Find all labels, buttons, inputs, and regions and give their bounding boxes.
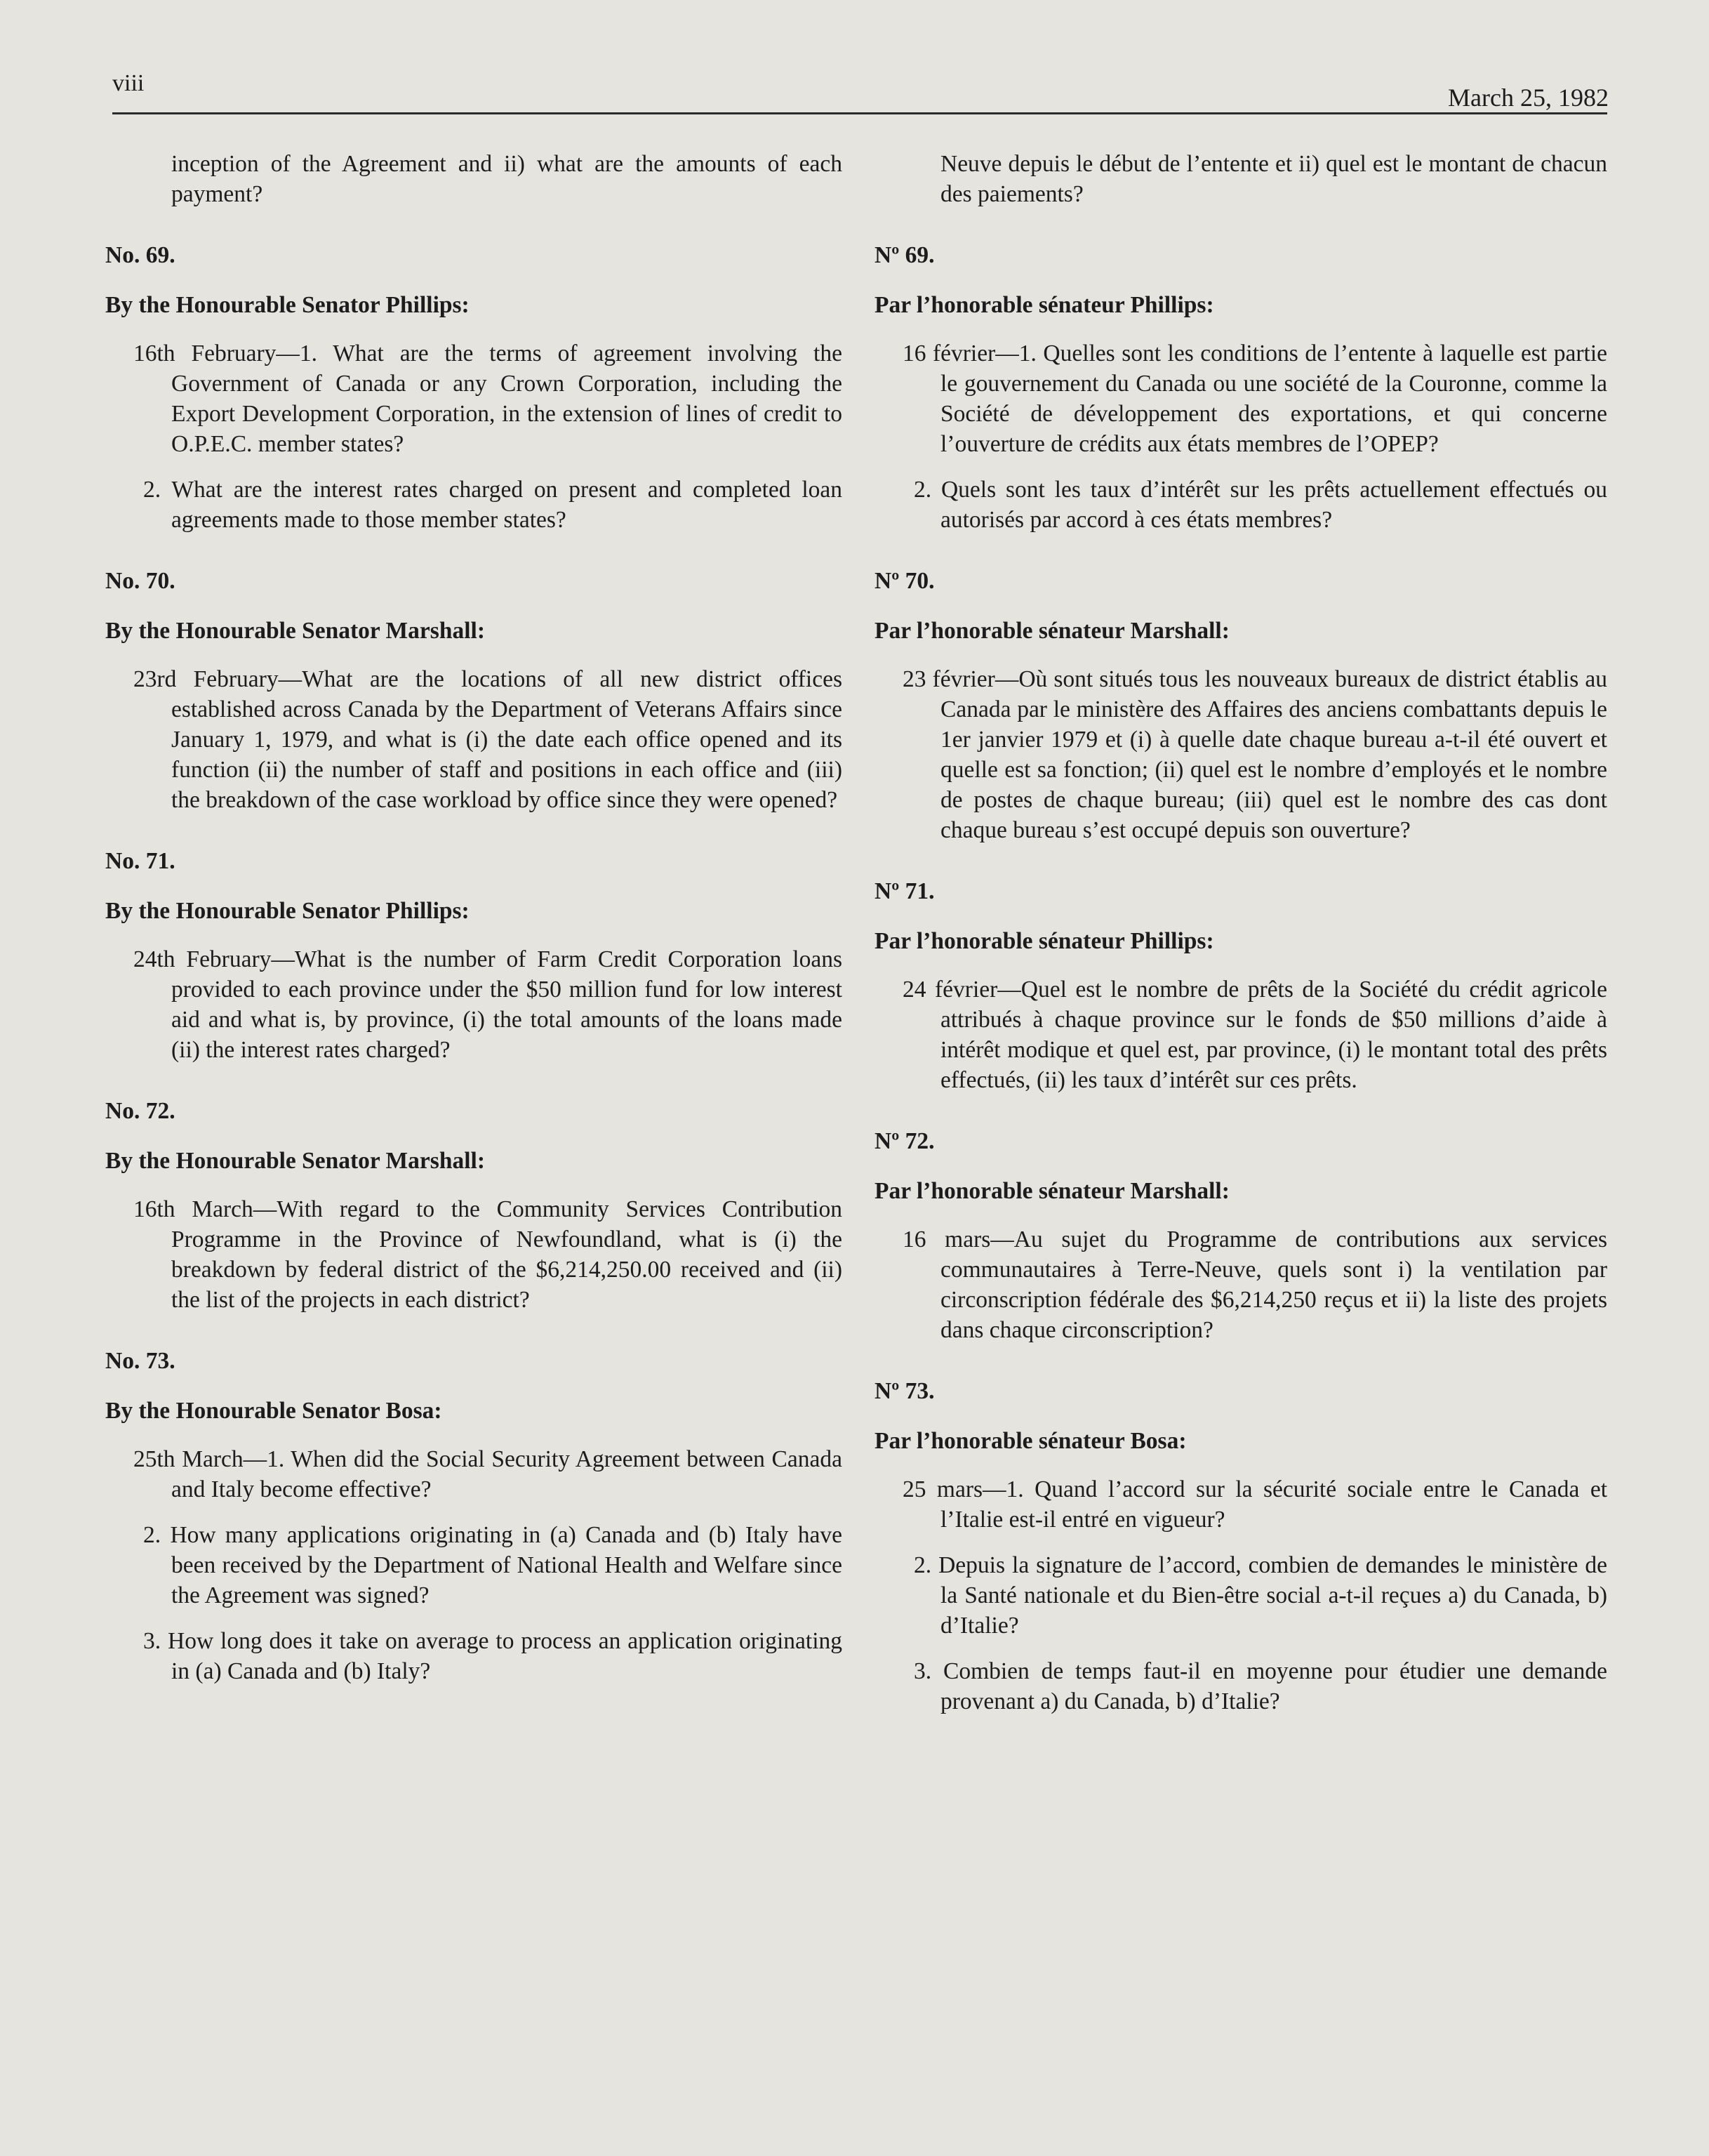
question-author: Par l’honorable sénateur Phillips:: [875, 928, 1214, 954]
question-author: By the Honourable Senator Bosa:: [105, 1398, 442, 1424]
question-text: 16th February—1. What are the terms of agreement involving the Government of Canada or any Crown Corporation, including the Export Development Corporation, in the extension of lines of credit to O.P.E.C. member states?: [133, 340, 842, 457]
question-author: By the Honourable Senator Phillips:: [105, 292, 470, 318]
french-column: [875, 149, 1607, 1732]
question-author: Par l’honorable sénateur Marshall:: [875, 618, 1230, 644]
question-text: 2. How many applications originating in (a) Canada and (b) Italy have been received by the Department of National Health and Welfare since the Agreement was signed?: [143, 1522, 842, 1608]
question-text: 24th February—What is the number of Farm Credit Corporation loans provided to each province under the $50 million fund for low interest aid and what is, by province, (i) the total amounts of the loans made (ii) the interest rates charged?: [133, 946, 842, 1063]
english-column: [105, 149, 842, 1702]
question-text: 3. How long does it take on average to process an application originating in (a) Canada and (b) Italy?: [143, 1628, 842, 1684]
question-author: Par l’honorable sénateur Phillips:: [875, 292, 1214, 318]
question-text: 23rd February—What are the locations of all new district offices established across Canada by the Department of Veterans Affairs since January 1, 1979, and what is (i) the date each office opened and its function (ii) the number of staff and positions in each office and (iii) the breakdown of the case workload by office since they were opened?: [133, 666, 842, 813]
continuation-text: inception of the Agreement and ii) what are the amounts of each payment?: [171, 151, 842, 207]
question-text: 25 mars—1. Quand l’accord sur la sécurité sociale entre le Canada et l’Italie est-il entré en vigueur?: [903, 1476, 1607, 1533]
question-text: 2. Depuis la signature de l’accord, combien de demandes le ministère de la Santé nationale et du Bien-être social a-t-il reçues a) du Canada, b) d’Italie?: [914, 1552, 1607, 1639]
page-date: March 25, 1982: [1448, 84, 1609, 112]
question-number: Nº 73.: [875, 1378, 935, 1404]
continuation-text: Neuve depuis le début de l’entente et ii) quel est le montant de chacun des paiements?: [940, 151, 1607, 207]
header-rule: [112, 112, 1607, 114]
question-text: 16th March—With regard to the Community Services Contribution Programme in the Province of Newfoundland, what is (i) the breakdown by federal district of the $6,214,250.00 received and (ii) the list of the projects in each district?: [133, 1196, 842, 1313]
question-text: 16 février—1. Quelles sont les conditions de l’entente à laquelle est partie le gouvernement du Canada ou une société de la Couronne, comme la Société de développement des exportations, et qui concerne l’ouverture de crédits aux états membres de l’OPEP?: [903, 340, 1607, 457]
question-number: Nº 71.: [875, 878, 935, 904]
question-text: 2. Quels sont les taux d’intérêt sur les prêts actuellement effectués ou autorisés par accord à ces états membres?: [914, 477, 1607, 533]
question-author: By the Honourable Senator Phillips:: [105, 898, 470, 924]
question-number: No. 73.: [105, 1348, 175, 1374]
question-number: No. 71.: [105, 848, 175, 874]
question-number: Nº 70.: [875, 568, 935, 594]
question-text: 16 mars—Au sujet du Programme de contributions aux services communautaires à Terre-Neuve, quels sont i) la ventilation par circonscription fédérale des $6,214,250 reçus et ii) la liste des projets dans chaque circonscription?: [903, 1226, 1607, 1343]
question-author: Par l’honorable sénateur Bosa:: [875, 1428, 1187, 1454]
question-text: 24 février—Quel est le nombre de prêts de la Société du crédit agricole attribués à chaque province sur le fonds de $50 millions d’aide à intérêt modique et quel est, par province, (i) le montant total des prêts effectués, (ii) les taux d’intérêt sur ces prêts.: [903, 977, 1607, 1093]
question-author: By the Honourable Senator Marshall:: [105, 1148, 485, 1174]
question-number: Nº 69.: [875, 242, 935, 268]
question-number: Nº 72.: [875, 1128, 935, 1154]
question-text: 3. Combien de temps faut-il en moyenne pour étudier une demande provenant a) du Canada, b) d’Italie?: [914, 1658, 1607, 1714]
question-number: No. 72.: [105, 1098, 175, 1124]
question-text: 23 février—Où sont situés tous les nouveaux bureaux de district établis au Canada par le ministère des Affaires des anciens combattants depuis le 1er janvier 1979 et (i) à quelle date chaque bureau a-t-il été ouvert et quelle est sa fonction; (ii) quel est le nombre d’employés et le nombre de postes de chaque bureau; (iii) quel est le nombre des cas dont chaque bureau s’est occupé depuis son ouverture?: [903, 666, 1607, 843]
question-text: 25th March—1. When did the Social Security Agreement between Canada and Italy become effective?: [133, 1446, 842, 1502]
question-text: 2. What are the interest rates charged on present and completed loan agreements made to those member states?: [143, 477, 842, 533]
question-author: Par l’honorable sénateur Marshall:: [875, 1178, 1230, 1204]
page-number: viii: [112, 70, 145, 96]
question-number: No. 69.: [105, 242, 175, 268]
question-author: By the Honourable Senator Marshall:: [105, 618, 485, 644]
question-number: No. 70.: [105, 568, 175, 594]
